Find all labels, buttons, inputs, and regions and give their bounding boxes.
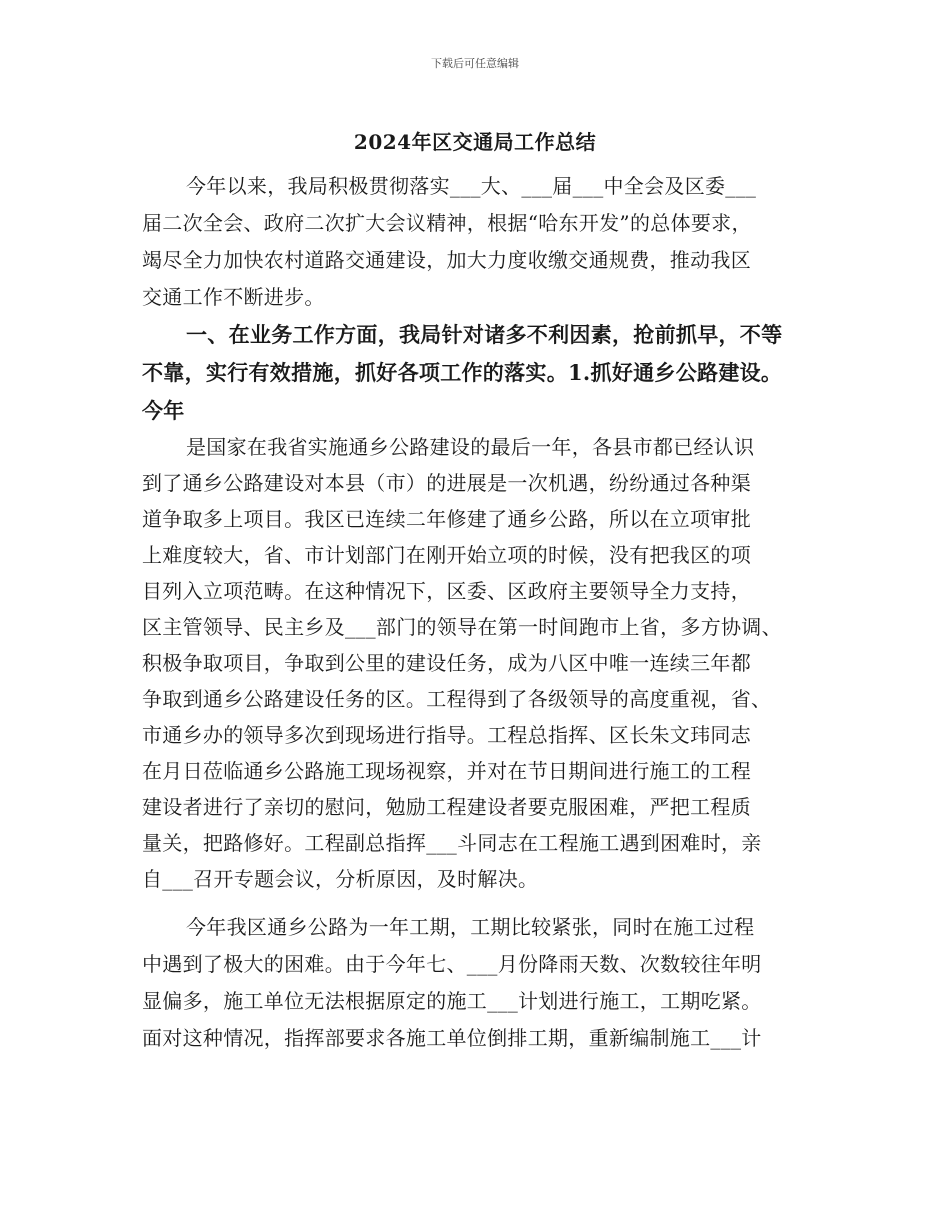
body-line: 面对这种情况，指挥部要求各施工单位倒排工期，重新编制施工___计 [142, 1026, 762, 1050]
body-line: 是国家在我省实施通乡公路建设的最后一年，各县市都已经认识 [186, 435, 755, 459]
body-line: 上难度较大，省、市计划部门在刚开始立项的时候，没有把我区的项 [142, 543, 751, 567]
body-line: 积极争取项目，争取到公里的建设任务，成为八区中唯一连续三年都 [142, 651, 751, 675]
body-line: 交通工作不断进步。 [142, 285, 325, 309]
body-line: 今年我区通乡公路为一年工期，工期比较紧张，同时在施工过程 [186, 915, 755, 939]
section-heading-line: 今年 [142, 398, 185, 423]
body-line: 市通乡办的领导多次到现场进行指导。工程总指挥、区长朱文玮同志 [142, 723, 751, 747]
body-line: 竭尽全力加快农村道路交通建设，加大力度收缴交通规费，推动我区 [142, 248, 751, 272]
body-line: 届二次全会、政府二次扩大会议精神，根据“哈东开发”的总体要求， [142, 211, 752, 235]
body-line: 争取到通乡公路建设任务的区。工程得到了各级领导的高度重视，省、 [142, 687, 772, 711]
section-heading-line: 不靠，实行有效措施，抓好各项工作的落实。1.抓好通乡公路建设。 [142, 360, 783, 385]
body-line: 在月日莅临通乡公路施工现场视察，并对在节日期间进行施工的工程 [142, 759, 751, 783]
body-line: 目列入立项范畴。在这种情况下，区委、区政府主要领导全力支持， [142, 579, 751, 603]
body-line: 今年以来，我局积极贯彻落实___大、___届___中全会及区委___ [186, 174, 757, 198]
body-line: 显偏多，施工单位无法根据原定的施工___计划进行施工，工期吃紧。 [142, 989, 762, 1013]
body-line: 中遇到了极大的困难。由于今年七、___月份降雨天数、次数较往年明 [142, 952, 762, 976]
body-line: 自___召开专题会议，分析原因，及时解决。 [142, 867, 539, 891]
body-line: 区主管领导、民主乡及___部门的领导在第一时间跑市上省，多方协调、 [142, 615, 782, 639]
body-line: 道争取多上项目。我区已连续二年修建了通乡公路，所以在立项审批 [142, 507, 751, 531]
document-title: 2024年区交通局工作总结 [353, 130, 597, 154]
body-line: 建设者进行了亲切的慰问，勉励工程建设者要克服困难，严把工程质 [142, 795, 751, 819]
body-line: 量关，把路修好。工程副总指挥___斗同志在工程施工遇到困难时，亲 [142, 831, 762, 855]
page-header-note: 下载后可任意编辑 [431, 57, 519, 70]
body-line: 到了通乡公路建设对本县（市）的进展是一次机遇，纷纷通过各种渠 [142, 471, 751, 495]
section-heading-line: 一、在业务工作方面，我局针对诸多不利因素，抢前抓早，不等 [186, 322, 783, 347]
